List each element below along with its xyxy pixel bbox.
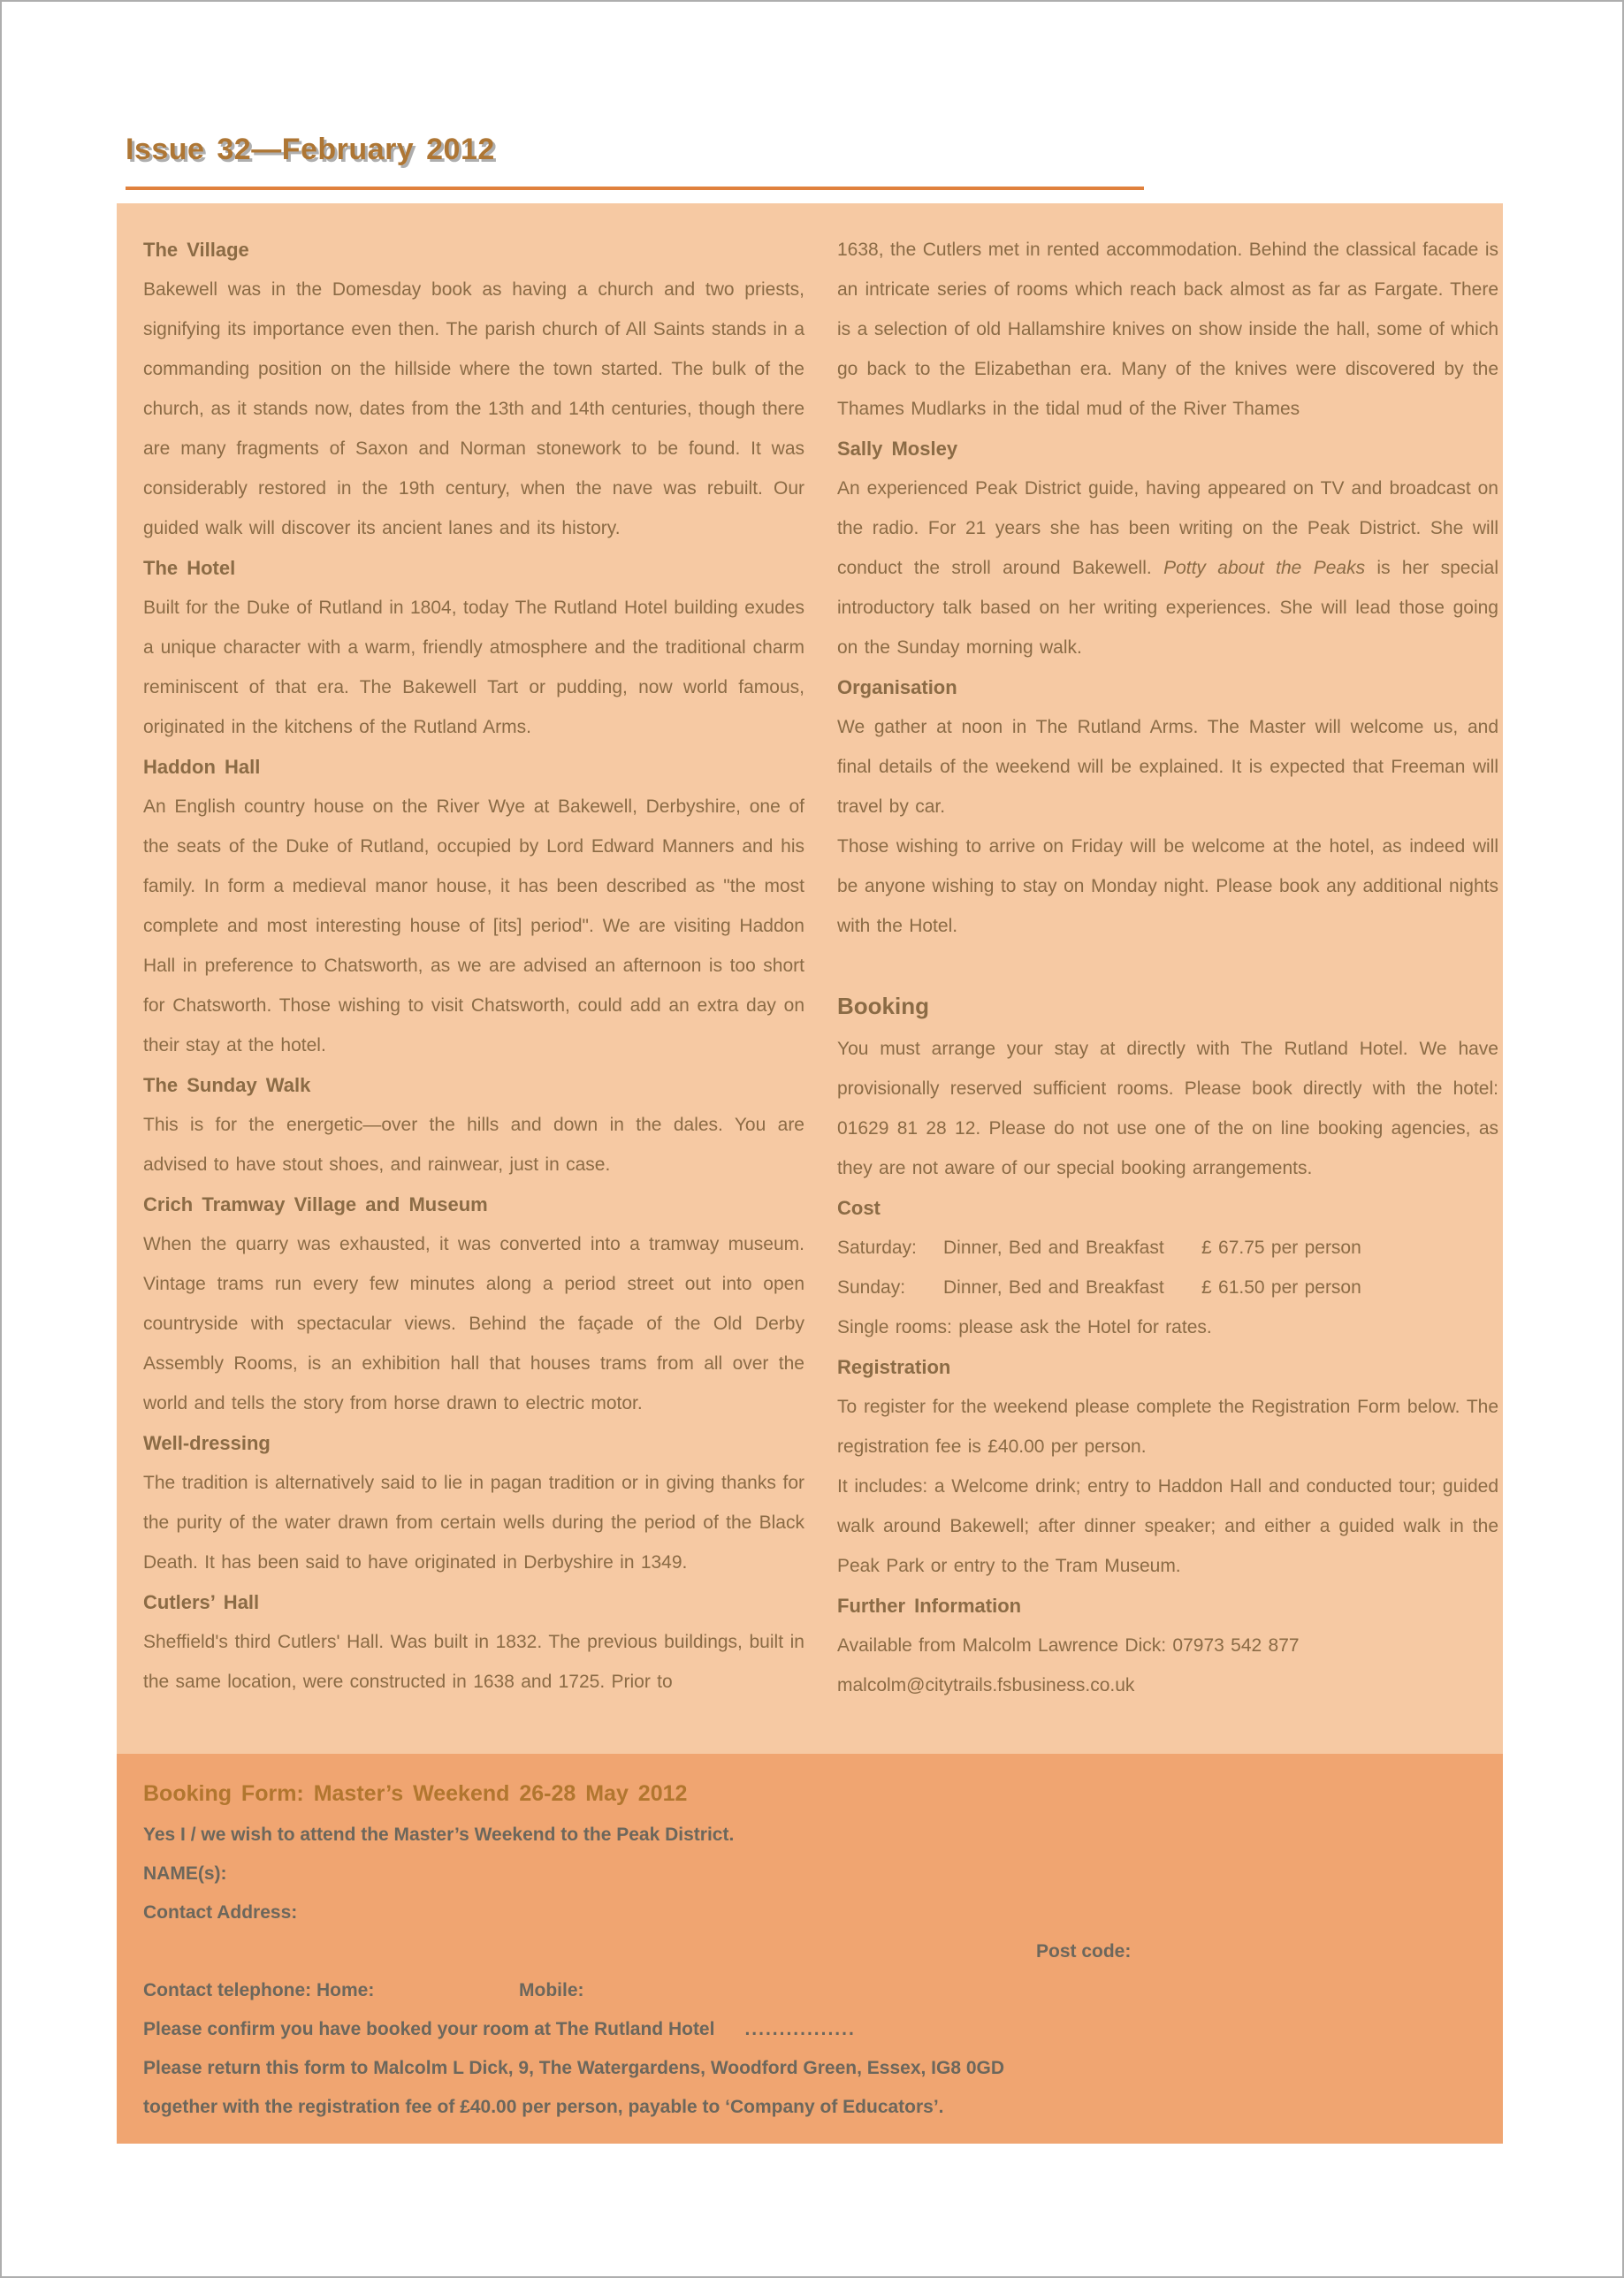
cost-item-saturday: Dinner, Bed and Breakfast (943, 1238, 1164, 1258)
section-body-well-dressing: The tradition is alternatively said to lie in pagan tradition or in giving thanks for the purity of the water drawn from certain wells during the period of the Black Death. It has been said to have originated in Derbyshire in 1349. (143, 1473, 804, 1573)
confirm-dotted-line: ................ (744, 2019, 856, 2039)
telephone-home-label: Contact telephone: Home: (143, 1980, 375, 2000)
right-column (837, 230, 1498, 1705)
section-heading-sunday-walk: The Sunday Walk (143, 1074, 311, 1096)
booking-form-telephone-field (143, 1971, 1476, 2010)
cost-single-rooms: Single rooms: please ask the Hotel for rates. (837, 1317, 1212, 1337)
cost-day-sunday: Sunday: (837, 1277, 906, 1298)
cost-day-saturday: Saturday: (837, 1238, 917, 1258)
booking-form-address-field: Contact Address: (143, 1902, 298, 1923)
section-heading-registration: Registration (837, 1356, 951, 1378)
section-heading-haddon-hall: Haddon Hall (143, 756, 261, 778)
booking-form-confirm-line (143, 2010, 1476, 2049)
section-heading-sally-mosley: Sally Mosley (837, 438, 958, 460)
further-information-contact: Available from Malcolm Lawrence Dick: 07973 542 877 (837, 1635, 1300, 1656)
issue-header: Issue 32—February 2012 (126, 133, 495, 166)
section-heading-cutlers-hall: Cutlers’ Hall (143, 1591, 260, 1613)
cost-row-saturday (837, 1228, 1498, 1268)
cost-row-sunday (837, 1268, 1498, 1307)
booking-form-title: Booking Form: Master’s Weekend 26-28 May 2012 (143, 1781, 688, 1806)
section-body-village: Bakewell was in the Domesday book as having a church and two priests, signifying its importance even then. The parish church of All Saints stands in a commanding position on the hillside where the town started. The bulk of the church, as it stands now, dates from the 13th and 14th centuries, though there are many fragments of Saxon and Norman stonework to be found. It was considerably restored in the 19th century, when the nave was rebuilt. Our guided walk will discover its ancient lanes and its history. (143, 279, 804, 538)
cost-price-saturday: £ 67.75 per person (1201, 1238, 1361, 1258)
sally-text-before: An experienced Peak District guide, having appeared on TV and broadcast on the radio. For 21 years she has been writing on the Peak District. She will conduct the stroll around Bakewell. (837, 478, 1498, 578)
booking-paragraph: You must arrange your stay at directly with The Rutland Hotel. We have provisionally reserved sufficient rooms. Please book directly with the hotel: 01629 81 28 12. Please do not use one of the on line booking agencies, as they are not aware of our special booking arrangements. (837, 1039, 1498, 1178)
section-heading-well-dressing: Well-dressing (143, 1432, 271, 1454)
booking-form-postcode-field: Post code: (1036, 1941, 1132, 1962)
section-heading-organisation: Organisation (837, 676, 957, 698)
organisation-paragraph-2: Those wishing to arrive on Friday will be welcome at the hotel, as indeed will be anyone wishing to stay on Monday night. Please book any additional nights with the Hotel. (837, 836, 1498, 936)
booking-form-panel (117, 1754, 1503, 2144)
content-panel (117, 203, 1503, 1754)
left-column (143, 230, 804, 1702)
registration-paragraph-1: To register for the weekend please complete the Registration Form below. The registration fee is £40.00 per person. (837, 1397, 1498, 1457)
section-body-sally-mosley (837, 469, 1498, 667)
section-body-sunday-walk: This is for the energetic—over the hills and down in the dales. You are advised to have stout shoes, and rainwear, just in case. (143, 1115, 804, 1175)
section-heading-booking: Booking (837, 993, 929, 1019)
section-heading-crich-tramway: Crich Tramway Village and Museum (143, 1193, 488, 1215)
cost-item-sunday: Dinner, Bed and Breakfast (943, 1277, 1164, 1298)
section-body-hotel: Built for the Duke of Rutland in 1804, today The Rutland Hotel building exudes a unique character with a warm, friendly atmosphere and the traditional charm reminiscent of that era. The Bakewell Tart or pudding, now world famous, originated in the kitchens of the Rutland Arms. (143, 598, 804, 737)
booking-form-names-field: NAME(s): (143, 1863, 227, 1884)
booking-form-return-line-1: Please return this form to Malcolm L Dick, 9, The Watergardens, Woodford Green, Essex, IG8 0GD (143, 2058, 1005, 2078)
section-body-crich-tramway: When the quarry was exhausted, it was converted into a tramway museum. Vintage trams run every few minutes along a period street out into open countryside with spectacular views. Behind the façade of the Old Derby Assembly Rooms, is an exhibition hall that houses trams from all over the world and tells the story from horse drawn to electric motor. (143, 1234, 804, 1413)
telephone-mobile-label: Mobile: (519, 1980, 584, 2000)
sally-text-after: is her special introductory talk based on her writing experiences. She will lead those going on the Sunday morning walk. (837, 558, 1498, 658)
confirm-text: Please confirm you have booked your room at The Rutland Hotel (143, 2019, 715, 2039)
registration-paragraph-2: It includes: a Welcome drink; entry to Haddon Hall and conducted tour; guided walk around Bakewell; after dinner speaker; and either a guided walk in the Peak Park or entry to the Tram Museum. (837, 1476, 1498, 1576)
organisation-paragraph-1: We gather at noon in The Rutland Arms. The Master will welcome us, and final details of the weekend will be explained. It is expected that Freeman will travel by car. (837, 717, 1498, 817)
section-body-cutlers-hall: Sheffield's third Cutlers' Hall. Was built in 1832. The previous buildings, built in the same location, were constructed in 1638 and 1725. Prior to (143, 1632, 804, 1692)
booking-form-attend-line: Yes I / we wish to attend the Master’s Weekend to the Peak District. (143, 1825, 735, 1845)
header-rule (126, 187, 1144, 190)
section-heading-village: The Village (143, 239, 249, 261)
booking-form-return-line-2: together with the registration fee of £40.00 per person, payable to ‘Company of Educators’. (143, 2097, 944, 2117)
further-information-email: malcolm@citytrails.fsbusiness.co.uk (837, 1675, 1135, 1695)
section-heading-cost: Cost (837, 1197, 881, 1219)
cutlers-hall-continuation: 1638, the Cutlers met in rented accommodation. Behind the classical facade is an intricate series of rooms which reach back almost as far as Fargate. There is a selection of old Hallamshire knives on show inside the hall, some of which go back to the Elizabethan era. Many of the knives were discovered by the Thames Mudlarks in the tidal mud of the River Thames (837, 240, 1498, 419)
section-body-haddon-hall: An English country house on the River Wye at Bakewell, Derbyshire, one of the seats of the Duke of Rutland, occupied by Lord Edward Manners and his family. In form a medieval manor house, it has been described as "the most complete and most interesting house of [its] period". We are visiting Haddon Hall in preference to Chatsworth, as we are advised an afternoon is too short for Chatsworth. Those wishing to visit Chatsworth, could add an extra day on their stay at the hotel. (143, 796, 804, 1055)
sally-italic-title: Potty about the Peaks (1163, 558, 1366, 578)
cost-price-sunday: £ 61.50 per person (1201, 1277, 1361, 1298)
section-heading-hotel: The Hotel (143, 557, 236, 579)
section-heading-further-information: Further Information (837, 1595, 1022, 1617)
